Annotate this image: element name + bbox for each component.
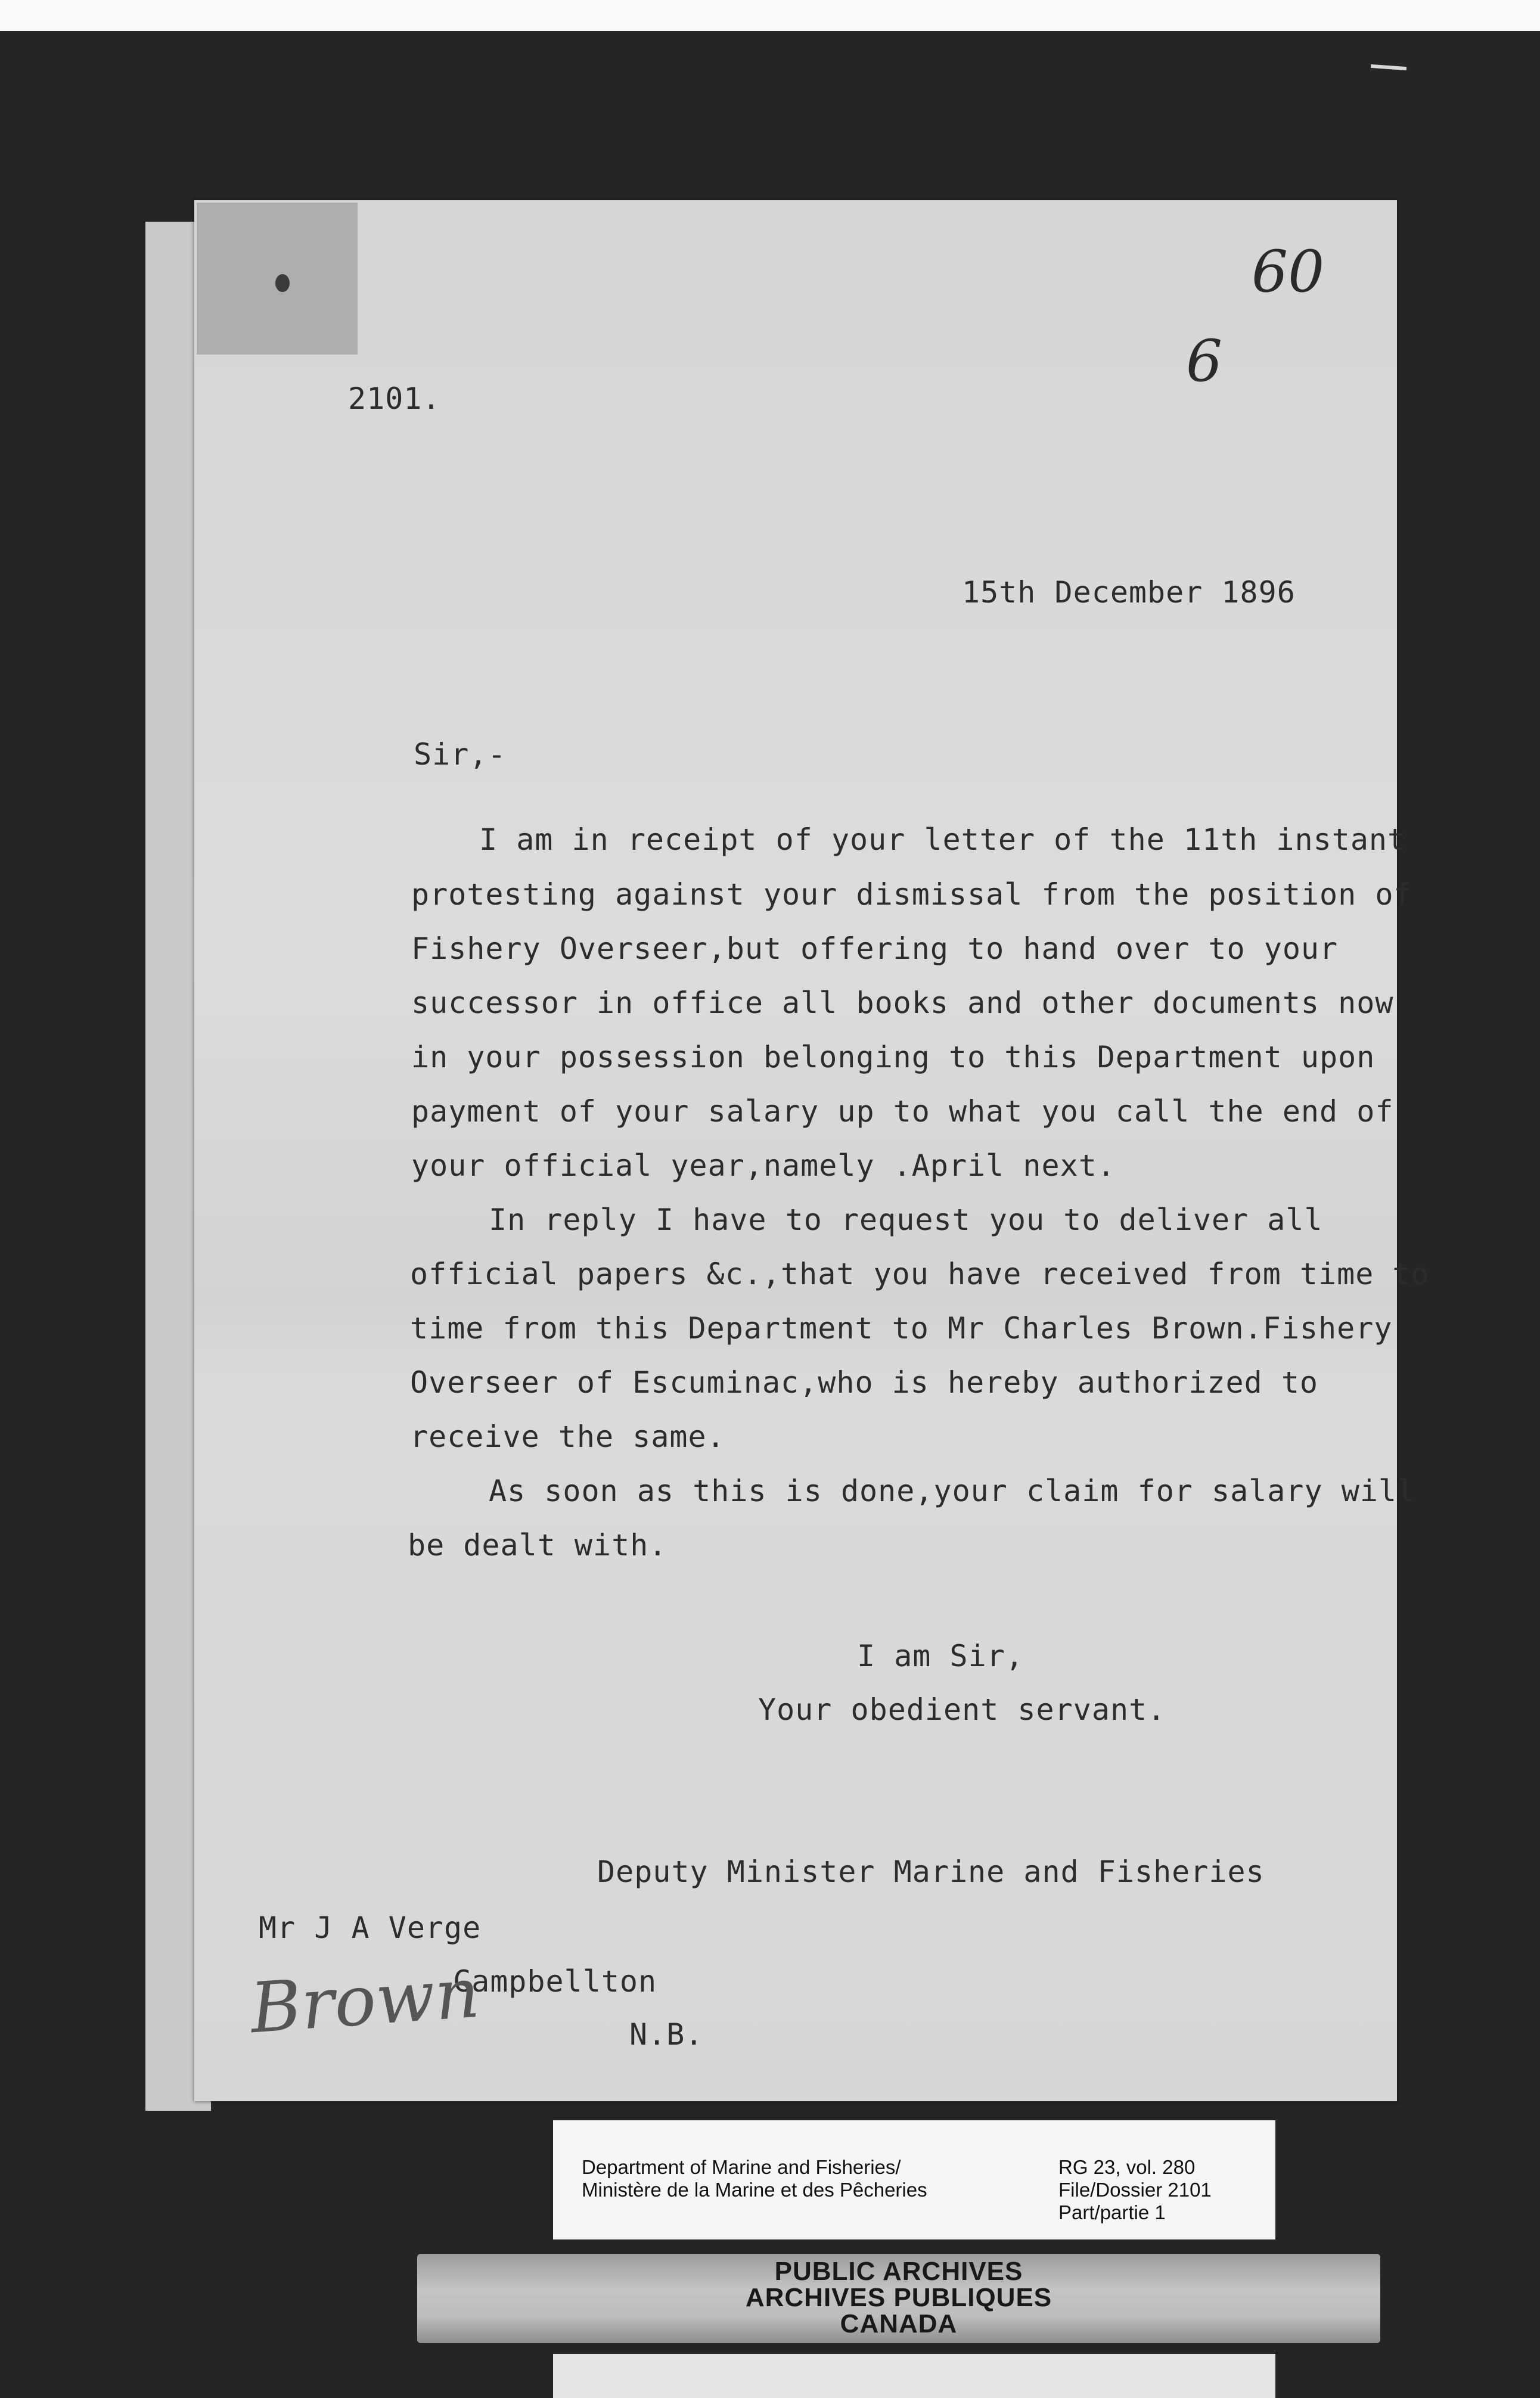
paragraph-2-line: time from this Department to Mr Charles Brown.Fishery xyxy=(410,1311,1393,1346)
archives-line-1: PUBLIC ARCHIVES xyxy=(774,2257,1023,2286)
paragraph-1-line: in your possession belonging to this Department upon xyxy=(411,1040,1376,1074)
paragraph-1-line: successor in office all books and other documents now xyxy=(411,986,1394,1020)
label-rg: RG 23, vol. 280 xyxy=(1058,2156,1196,2178)
paragraph-2-line: In reply I have to request you to deliver all xyxy=(489,1203,1323,1237)
paragraph-1-line: payment of your salary up to what you call the end of xyxy=(411,1094,1394,1129)
closing-line: I am Sir, xyxy=(857,1639,1024,1673)
scanner-edge xyxy=(0,0,1540,31)
addressee-line: Mr J A Verge xyxy=(259,1911,482,1945)
archive-label xyxy=(553,2120,1275,2239)
paragraph-3-line: be dealt with. xyxy=(408,1528,667,1563)
paragraph-2-line: receive the same. xyxy=(410,1419,725,1454)
paragraph-1-line: Fishery Overseer,but offering to hand over to your xyxy=(411,931,1339,966)
margin-mark: 6 xyxy=(1186,328,1223,395)
page-number: 60 xyxy=(1252,238,1325,305)
closing-line: Your obedient servant. xyxy=(758,1692,1166,1727)
scanner-edge-mark xyxy=(1371,64,1407,70)
paragraph-1-line: protesting against your dismissal from the position of xyxy=(411,877,1412,912)
paragraph-1-line: I am in receipt of your letter of the 11th instant xyxy=(479,822,1407,857)
archives-stamp xyxy=(417,2254,1380,2343)
file-number: 2101. xyxy=(348,381,441,416)
paragraph-2-line: Overseer of Escuminac,who is hereby authorized to xyxy=(410,1365,1319,1400)
salutation: Sir,- xyxy=(414,737,507,772)
label-part: Part/partie 1 xyxy=(1058,2201,1166,2223)
archives-line-2: ARCHIVES PUBLIQUES xyxy=(745,2283,1052,2312)
label-file: File/Dossier 2101 xyxy=(1058,2179,1212,2201)
paragraph-2-line: official papers &c.,that you have received from time to xyxy=(410,1257,1430,1291)
paragraph-3-line: As soon as this is done,your claim for salary will xyxy=(489,1474,1416,1508)
addressee-line: Campbellton xyxy=(453,1964,657,1999)
handwritten-name: Brown xyxy=(247,1952,482,2049)
bottom-card-edge xyxy=(553,2354,1275,2398)
paragraph-1-line: your official year,namely .April next. xyxy=(411,1148,1116,1183)
archives-line-3: CANADA xyxy=(840,2309,958,2338)
signature-title: Deputy Minister Marine and Fisheries xyxy=(597,1855,1265,1889)
addressee-line: N.B. xyxy=(629,2017,704,2052)
binding-hole xyxy=(275,274,290,292)
label-department-en: Department of Marine and Fisheries/ xyxy=(582,2156,901,2178)
letter-date: 15th December 1896 xyxy=(962,575,1296,610)
label-department-fr: Ministère de la Marine et des Pêcheries xyxy=(582,2179,927,2201)
